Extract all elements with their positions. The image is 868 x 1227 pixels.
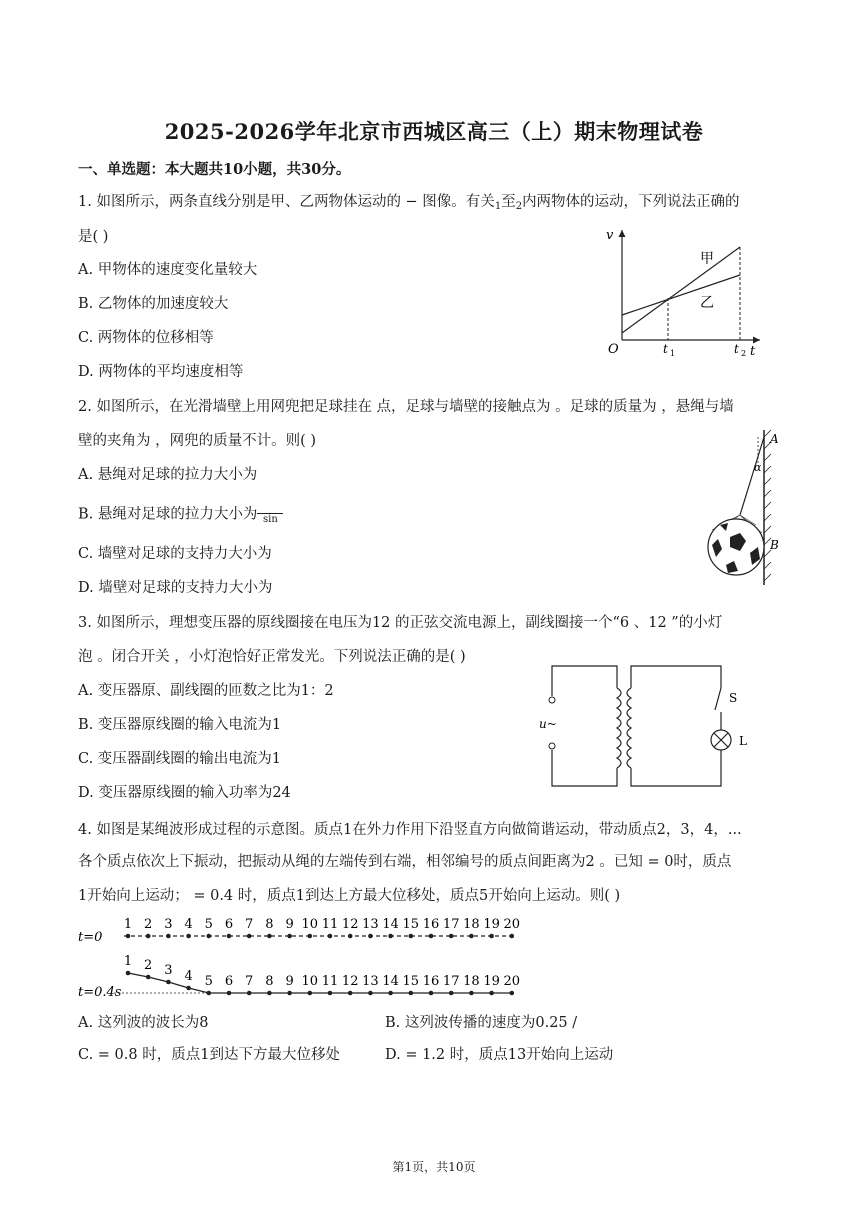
particle-t0-1: [126, 934, 131, 939]
q1-vt-graph: [600, 225, 770, 365]
q1-sub1: 1: [494, 201, 502, 212]
particle-label-t0-5: 5: [204, 917, 213, 932]
particle-label-t04-15: 15: [402, 974, 420, 989]
page-title: 2025-2026学年北京市西城区高三（上）期末物理试卷: [164, 119, 704, 144]
q2-option-b: [78, 504, 283, 525]
particle-t04-15: [409, 991, 414, 996]
particle-label-t04-18: 18: [463, 974, 480, 989]
q1-stem-line2: 是( ): [78, 229, 109, 245]
q2-stem-line2: 壁的夹角为 ，网兜的质量不计。则( ): [78, 433, 317, 449]
q4-stem-line3: 1开始向上运动； = 0.4 时，质点1到达上方最大位移处，质点5开始向上运动。则( ): [78, 888, 621, 904]
particle-t0-2: [146, 934, 151, 939]
particle-label-t0-9: 9: [285, 917, 294, 932]
particle-t0-9: [287, 934, 292, 939]
particle-label-t0-18: 18: [463, 917, 480, 932]
q1-option-a: A. 甲物体的速度变化量较大: [78, 262, 258, 278]
particle-label-t04-19: 19: [483, 974, 500, 989]
primary-wire-bottom: [552, 750, 617, 786]
particle-label-t04-12: 12: [341, 974, 359, 989]
particle-t0-6: [227, 934, 232, 939]
particle-label-t0-2: 2: [144, 917, 153, 932]
particle-t0-20: [510, 934, 515, 939]
particle-t04-6: [227, 991, 232, 996]
t04-label: t=0.4s: [78, 985, 122, 1000]
particle-t04-1: [126, 971, 131, 976]
particle-t0-10: [308, 934, 313, 939]
q1-option-d: D. 两物体的平均速度相等: [78, 364, 244, 380]
q2-football-figure: [690, 425, 790, 585]
particle-label-t0-4: 4: [184, 917, 193, 932]
particle-label-t04-11: 11: [321, 974, 339, 989]
q3-option-a: A. 变压器原、副线圈的匝数之比为1：2: [78, 683, 334, 699]
t2-sub: 2: [741, 349, 747, 358]
particle-label-t04-14: 14: [382, 974, 399, 989]
q2-option-d: D. 墙壁对足球的支持力大小为: [78, 580, 273, 596]
particle-label-t0-7: 7: [245, 917, 254, 932]
q3-option-b: B. 变压器原线圈的输入电流为1: [78, 717, 282, 733]
particle-label-t04-3: 3: [164, 963, 173, 978]
v-label: v: [606, 228, 614, 243]
q4-option-d: D. = 1.2 时，质点13开始向上运动: [385, 1047, 614, 1063]
secondary-coil: [627, 688, 631, 768]
particle-t0-4: [186, 934, 191, 939]
particle-t0-16: [429, 934, 434, 939]
particle-label-t04-6: 6: [224, 974, 234, 989]
particle-label-t0-1: 1: [123, 917, 133, 932]
particle-label-t0-17: 17: [442, 917, 460, 932]
particle-t0-14: [388, 934, 393, 939]
q2-stem-line1: 2. 如图所示，在光滑墙壁上用网兜把足球挂在 点，足球与墙壁的接触点为 。足球的质量为 ，悬绳与墙: [78, 399, 734, 415]
particle-t04-14: [388, 991, 393, 996]
particle-t0-18: [469, 934, 474, 939]
alpha-label: α: [754, 461, 762, 474]
section-heading: 一、单选题：本大题共10小题，共30分。: [78, 161, 351, 178]
q1-option-c: C. 两物体的位移相等: [78, 330, 214, 346]
q3-option-d: D. 变压器原线圈的输入功率为24: [78, 785, 291, 801]
q2-option-c: C. 墙壁对足球的支持力大小为: [78, 546, 272, 562]
t1-sub: 1: [670, 349, 676, 358]
t2-label: t: [734, 342, 739, 356]
q1-stem-b: 至: [501, 194, 516, 210]
particle-label-t0-15: 15: [402, 917, 420, 932]
particle-label-t0-13: 13: [362, 917, 379, 932]
particle-t0-15: [409, 934, 414, 939]
particle-t0-5: [207, 934, 212, 939]
particle-t04-17: [449, 991, 454, 996]
wall-hatching: [764, 430, 771, 581]
q4-option-b: B. 这列波传播的速度为0.25 /: [385, 1015, 578, 1031]
particle-label-t04-10: 10: [301, 974, 319, 989]
q4-option-c: C. = 0.8 时，质点1到达下方最大位移处: [78, 1047, 340, 1063]
particle-label-t04-2: 2: [144, 958, 153, 973]
q1-sub2: 2: [515, 201, 523, 212]
particle-t0-17: [449, 934, 454, 939]
page-footer: 第1页，共10页: [392, 1160, 476, 1174]
particle-label-t0-16: 16: [422, 917, 440, 932]
lamp-label: L: [739, 734, 747, 748]
particle-t04-10: [308, 991, 313, 996]
particle-t04-2: [146, 975, 151, 980]
particle-label-t04-20: 20: [503, 974, 521, 989]
particle-label-t04-5: 5: [204, 974, 213, 989]
q1-option-b: B. 乙物体的加速度较大: [78, 296, 229, 312]
secondary-wire-bottom: [631, 750, 721, 786]
particle-label-t04-8: 8: [265, 974, 274, 989]
particle-t0-7: [247, 934, 252, 939]
q3-stem-line2: 泡 。闭合开关 ，小灯泡恰好正常发光。下列说法正确的是( ): [78, 649, 466, 665]
t-label: t: [750, 344, 756, 359]
particle-label-t04-9: 9: [285, 974, 294, 989]
particle-t0-8: [267, 934, 272, 939]
yi-label: 乙: [700, 295, 714, 311]
q4-rope-wave-figure: [78, 910, 528, 1002]
particle-t04-16: [429, 991, 434, 996]
particle-label-t04-4: 4: [184, 969, 193, 984]
secondary-wire-top: [631, 666, 721, 688]
t1-label: t: [663, 342, 668, 356]
particle-t04-11: [328, 991, 333, 996]
q3-stem-line1: 3. 如图所示，理想变压器的原线圈接在电压为12 的正弦交流电源上，副线圈接一个“6 、12 ”的小灯: [78, 615, 723, 631]
particle-label-t0-11: 11: [321, 917, 339, 932]
particle-t04-8: [267, 991, 272, 996]
particle-t04-18: [469, 991, 474, 996]
particle-t0-3: [166, 934, 171, 939]
line-yi: [622, 275, 740, 315]
q2-option-b-text: B. 悬绳对足球的拉力大小为: [78, 506, 258, 523]
jia-label: 甲: [700, 251, 714, 267]
particle-label-t04-7: 7: [245, 974, 254, 989]
switch-blade: [715, 688, 721, 710]
particle-label-t0-19: 19: [483, 917, 500, 932]
source-label: u~: [539, 717, 557, 731]
particle-t0-19: [489, 934, 494, 939]
q2-fraction-denominator: sin: [262, 514, 278, 525]
particle-label-t0-10: 10: [301, 917, 319, 932]
terminal-top: [549, 697, 555, 703]
primary-wire-top: [552, 666, 617, 696]
q2-option-b-fraction: [257, 504, 283, 525]
q4-option-a: A. 这列波的波长为8: [78, 1015, 209, 1031]
q1-stem-a: 1. 如图所示，两条直线分别是甲、乙两物体运动的 − 图像。有关: [78, 194, 495, 210]
point-a-label: A: [770, 432, 779, 446]
particle-t04-20: [510, 991, 515, 996]
rope-layer: [114, 917, 520, 995]
switch-label: S: [729, 691, 738, 705]
particle-t0-13: [368, 934, 373, 939]
primary-coil: [617, 688, 621, 768]
particle-label-t0-6: 6: [224, 917, 234, 932]
particle-t0-12: [348, 934, 353, 939]
q4-stem-line2: 各个质点依次上下振动，把振动从绳的左端传到右端，相邻编号的质点间距离为2 。已知 = 0时，质点: [78, 854, 732, 870]
q3-transformer-circuit: [535, 658, 765, 793]
terminal-bottom: [549, 743, 555, 749]
particle-label-t04-13: 13: [362, 974, 379, 989]
q3-option-c: C. 变压器副线圈的输出电流为1: [78, 751, 282, 767]
q2-option-a: A. 悬绳对足球的拉力大小为: [78, 467, 258, 483]
rope: [740, 437, 764, 515]
particle-label-t0-14: 14: [382, 917, 399, 932]
particle-t04-19: [489, 991, 494, 996]
particle-t04-4: [186, 986, 191, 991]
particle-t04-12: [348, 991, 353, 996]
point-b-label: B: [770, 538, 779, 552]
q1-stem-c: 内两物体的运动，下列说法正确的: [522, 194, 740, 210]
q1-stem-line1: [78, 192, 740, 214]
particle-t04-3: [166, 980, 171, 985]
particle-label-t04-16: 16: [422, 974, 440, 989]
particle-label-t0-3: 3: [164, 917, 173, 932]
particle-label-t0-12: 12: [341, 917, 359, 932]
origin-label: O: [608, 342, 619, 357]
t0-label: t=0: [78, 930, 103, 945]
particle-t04-5: [207, 991, 212, 996]
particle-t04-13: [368, 991, 373, 996]
particle-label-t0-8: 8: [265, 917, 274, 932]
particle-t04-9: [287, 991, 292, 996]
particle-label-t0-20: 20: [503, 917, 521, 932]
q4-stem-line1: 4. 如图是某绳波形成过程的示意图。质点1在外力作用下沿竖直方向做简谐运动，带动质点2，3，4，...: [78, 822, 742, 838]
particle-label-t04-17: 17: [442, 974, 460, 989]
particle-t0-11: [328, 934, 333, 939]
particle-t04-7: [247, 991, 252, 996]
line-jia: [622, 247, 740, 333]
particle-label-t04-1: 1: [123, 954, 133, 969]
